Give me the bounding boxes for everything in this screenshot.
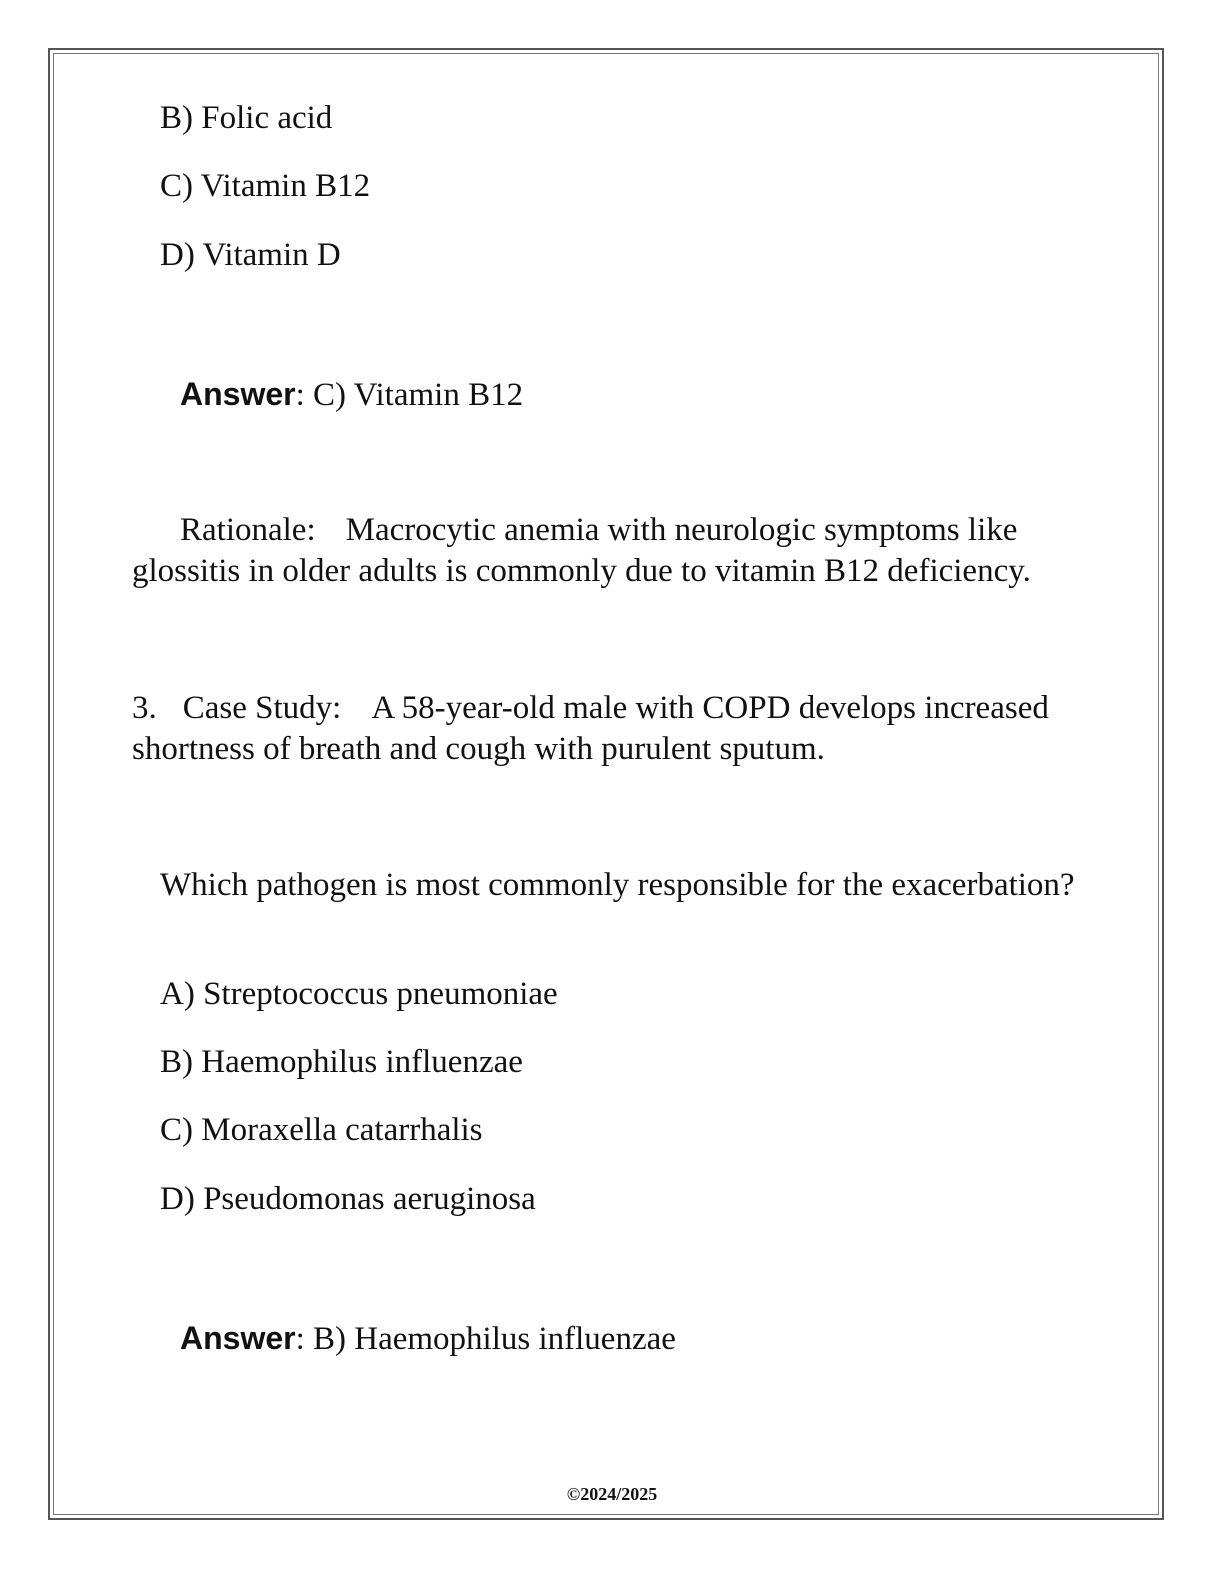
q3-answer bbox=[180, 1318, 676, 1359]
q3-answer-label: Answer bbox=[180, 1320, 296, 1356]
q3-answer-value: : B) Haemophilus influenzae bbox=[295, 1321, 676, 1357]
footer-copyright: ©2024/2025 bbox=[566, 1484, 658, 1504]
q3-option-d: D) Pseudomonas aeruginosa bbox=[160, 1181, 536, 1217]
q3-option-b: B) Haemophilus influenzae bbox=[160, 1044, 523, 1080]
q2-rationale-text: Macrocytic anemia with neurologic symptoms like glossitis in older adults is commonly due to vitamin B12 deficiency. bbox=[132, 512, 1031, 589]
q2-option-d: D) Vitamin D bbox=[160, 237, 341, 273]
q2-rationale-label: Rationale: bbox=[180, 512, 316, 548]
q3-number: 3. bbox=[132, 690, 157, 726]
q2-answer-value: : C) Vitamin B12 bbox=[295, 377, 524, 413]
q2-answer bbox=[180, 374, 523, 415]
q3-question: Which pathogen is most commonly responsible for the exacerbation? bbox=[160, 867, 1075, 903]
q2-rationale bbox=[132, 510, 1092, 592]
q3-case-label: Case Study: bbox=[182, 690, 342, 726]
q2-answer-label: Answer bbox=[180, 376, 296, 412]
q3-case-text: A 58-year-old male with COPD develops increased shortness of breath and cough with purulent sputum. bbox=[132, 690, 1049, 767]
q2-option-c: C) Vitamin B12 bbox=[160, 168, 371, 204]
q2-option-b: B) Folic acid bbox=[160, 100, 333, 136]
q3-case-study bbox=[132, 688, 1092, 770]
q3-option-a: A) Streptococcus pneumoniae bbox=[160, 976, 558, 1012]
q3-option-c: C) Moraxella catarrhalis bbox=[160, 1112, 483, 1148]
